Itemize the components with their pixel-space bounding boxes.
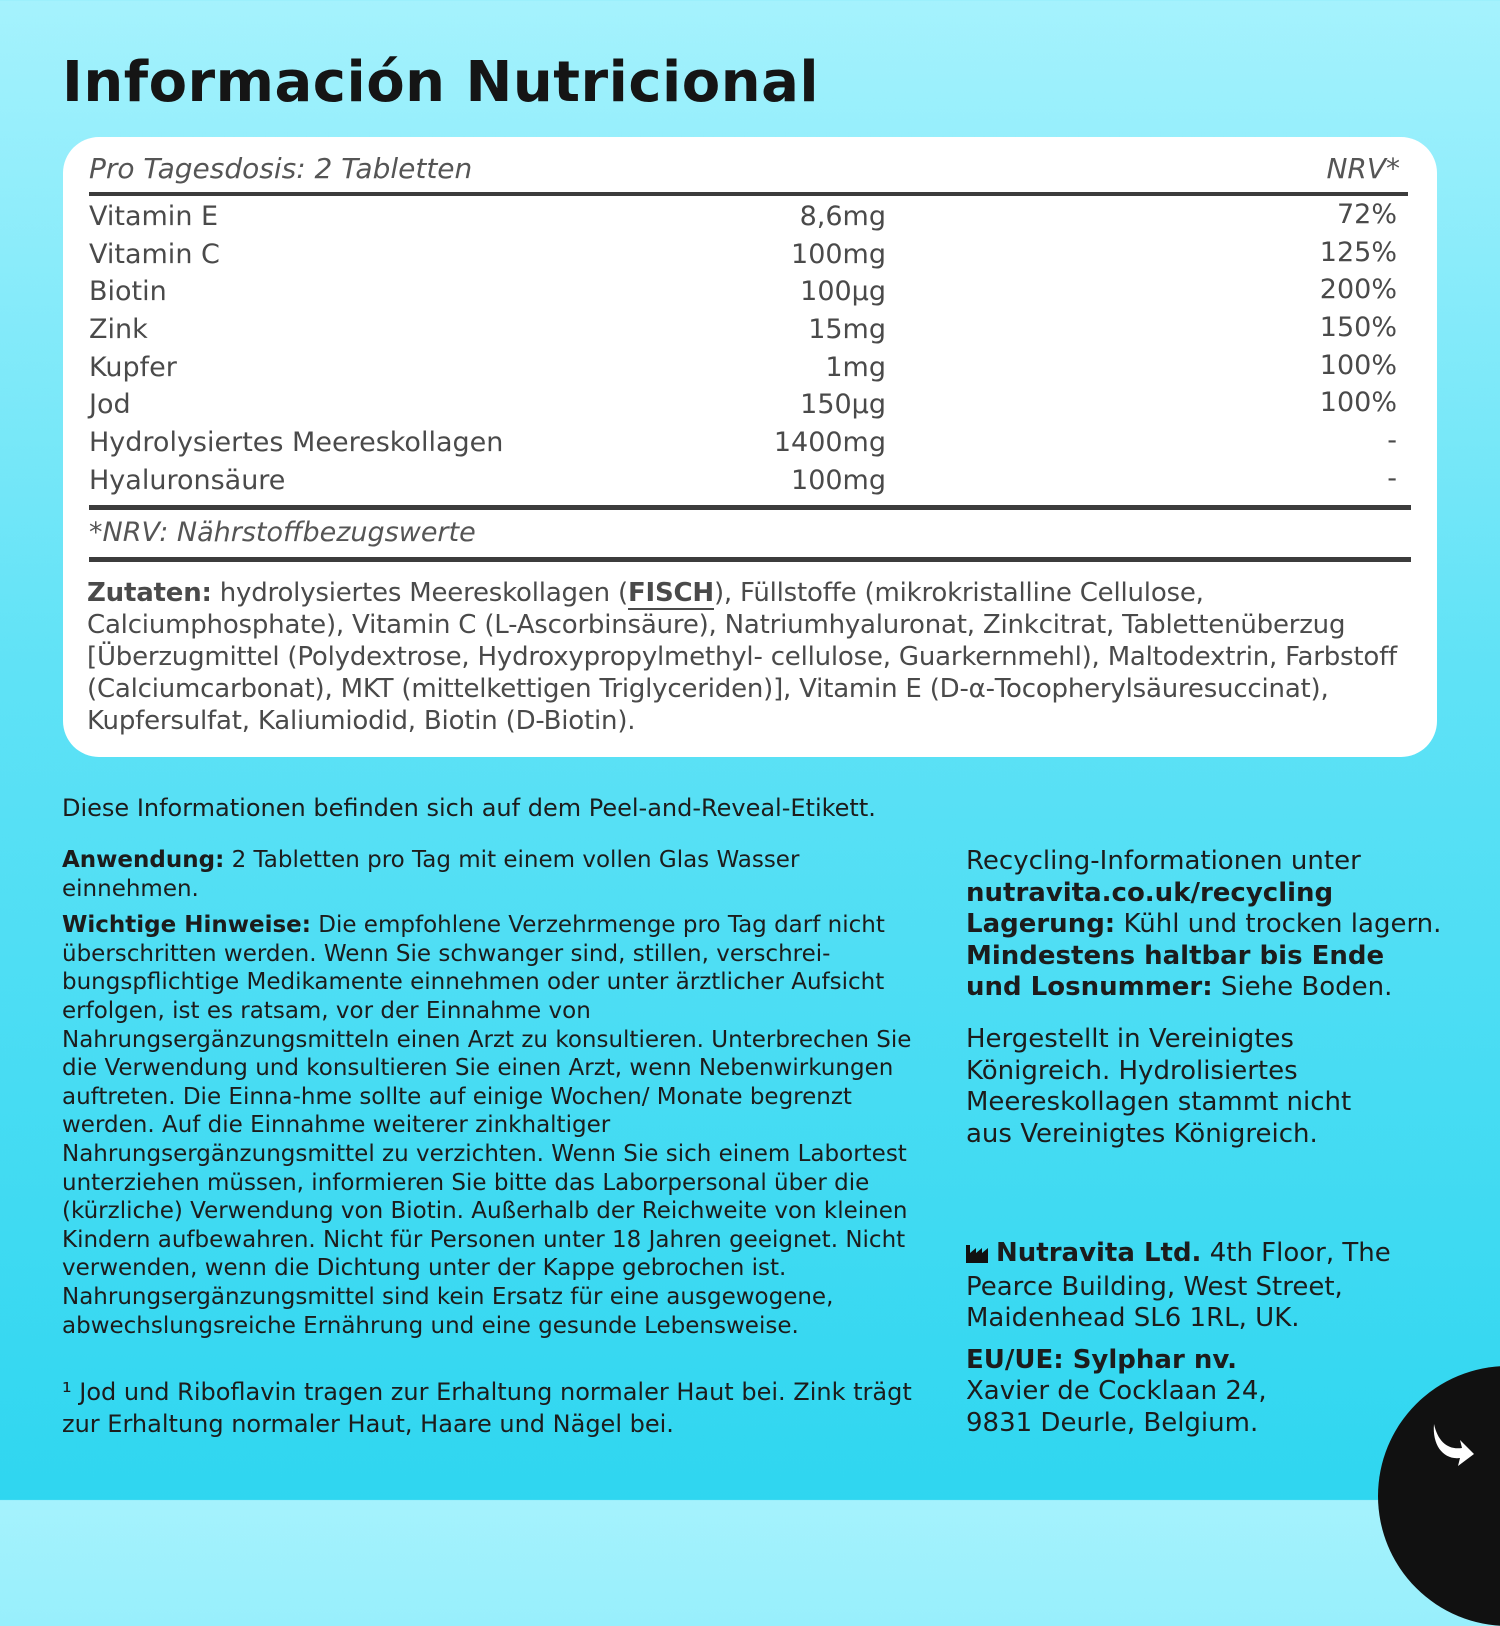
nutrient-name: Hyaluronsäure — [89, 464, 286, 496]
bestbefore-text: Siehe Boden. — [1212, 972, 1393, 1003]
nutrition-card — [63, 137, 1437, 757]
nutrient-amount: 150µg — [800, 389, 886, 421]
nutrient-nrv: 100% — [1319, 349, 1397, 381]
nutrient-amount: 1400mg — [773, 427, 886, 459]
allergen-highlight: FISCH — [627, 578, 714, 608]
nutrient-name: Vitamin C — [89, 238, 220, 270]
usage-paragraph — [62, 846, 922, 903]
table-row — [89, 237, 1408, 275]
nutrient-amount: 1mg — [825, 351, 886, 383]
ingredients-part: ), Füllstoffe (mikrokristalline Cellulose, Calciumphosphate), Vitamin C (L-Ascorbinsäure), Natriumhyaluronat, Zinkcitrat, Tablettenüberzug [Überzugmittel (Polydextrose, Hydroxypropylmethyl- cellulose, Guarkernmehl), Maltodextrin, Farbstoff (Calciumcarbonat), MKT (mittelkettigen Triglyceriden)], Vitamin E (D-α-Tocopherylsäuresuccinat), Kupfersulfat, Kaliumiodid, Biotin (D-Biotin). — [87, 578, 1397, 736]
nutrient-name: Vitamin E — [89, 201, 219, 232]
nrv-column-header: NRV* — [1326, 152, 1400, 185]
ingredients-divider — [89, 557, 1411, 562]
table-row — [89, 463, 1408, 501]
nutrient-name: Zink — [89, 314, 148, 346]
warnings-text: Die empfohlene Verzehrmenge pro Tag darf nicht überschritten werden. Wenn Sie schwanger sind, stillen, verschrei- bungspflichtige Medikamente einnehmen oder unter ärztlicher Aufsicht erfolgen, ist es ratsam, vor der Einnahme von Nahrungsergänzungsmitteln einen Arzt zu konsultieren. Unterbrechen Sie die Verwendung und konsultieren Sie einen Arzt, wenn Nebenwirkungen auftreten. Die Einna-hme sollte auf einige Wochen/ Monate begrenzt werden. Auf die Einnahme weiterer zinkhaltiger Nahrungsergänzungsmittel zu verzichten. Wenn Sie sich einem Labortest unterziehen müssen, informieren Sie bitte das Laborpersonal über die (kürzliche) Verwendung von Biotin. Außerhalb der Reichweite von kleinen Kindern aufbewahren. Nicht für Personen unter 18 Jahren geeignet. Nicht verwenden, wenn die Dichtung unter der Kappe gebrochen ist. Nahrungsergänzungsmittel sind kein Ersatz für eine ausgewogene, abwechslungsreiche Ernährung und eine gesunde Lebensweise. — [62, 912, 912, 1339]
table-row — [89, 425, 1408, 463]
origin-section — [966, 1024, 1386, 1150]
origin-text: Hergestellt in Vereinigtes Königreich. Hydrolisiertes Meereskollagen stammt nicht aus Vereinigtes Königreich. — [966, 1024, 1352, 1149]
table-row — [89, 350, 1408, 388]
eu-rep-address: Xavier de Cocklaan 24, 9831 Deurle, Belgium. — [966, 1376, 1267, 1438]
table-row — [89, 312, 1408, 350]
storage-paragraph — [966, 909, 1466, 941]
nutrient-nrv: 72% — [1336, 199, 1397, 230]
serving-label: Pro Tagesdosis: 2 Tabletten — [89, 152, 473, 185]
storage-label: Lagerung: — [966, 909, 1116, 940]
nutrient-name: Kupfer — [89, 351, 177, 383]
manufacturer-section — [966, 1238, 1426, 1440]
page-title: Información Nutricional — [62, 50, 820, 115]
nutrient-nrv: 150% — [1319, 312, 1397, 344]
recycling-text: Recycling-Informationen unter — [966, 846, 1361, 876]
nutrient-amount: 8,6mg — [799, 201, 886, 232]
manufacturer-paragraph — [966, 1238, 1426, 1335]
peel-arrow-icon — [1420, 1416, 1480, 1476]
factory-icon — [966, 1240, 990, 1272]
storage-section — [966, 846, 1466, 1004]
nutrient-amount: 100µg — [800, 276, 886, 308]
ingredients-part: hydrolysiertes Meereskollagen ( — [211, 578, 628, 608]
table-row — [89, 199, 1408, 237]
peel-note: Diese Informationen befinden sich auf dem Peel-and-Reveal-Etikett. — [62, 794, 876, 822]
recycling-link[interactable]: nutravita.co.uk/recycling — [966, 877, 1334, 908]
ingredients-label: Zutaten: — [87, 578, 212, 608]
table-row — [89, 387, 1408, 425]
footnote-1: ¹ Jod und Riboflavin tragen zur Erhaltung normaler Haut bei. Zink trägt zur Erhaltung normaler Haut, Haare und Nägel bei. — [62, 1378, 912, 1438]
nutrient-amount: 100mg — [791, 464, 886, 496]
nutrient-name: Biotin — [89, 276, 167, 308]
bestbefore-paragraph — [966, 941, 1436, 1004]
usage-text: 2 Tabletten pro Tag mit einem vollen Glas Wasser einnehmen. — [62, 847, 800, 902]
nutrient-nrv: - — [1387, 425, 1397, 457]
nutrient-nrv: 125% — [1319, 236, 1397, 268]
manufacturer-name: Nutravita Ltd. — [996, 1238, 1202, 1268]
nutrient-name: Jod — [89, 389, 131, 421]
eu-rep-paragraph — [966, 1345, 1326, 1440]
manufacturer-address: 4th Floor, The Pearce Building, West Street, Maidenhead SL6 1RL, UK. — [966, 1238, 1391, 1334]
eu-rep-label: EU/UE: Sylphar nv. — [966, 1344, 1238, 1375]
storage-text: Kühl und trocken lagern. — [1115, 909, 1442, 940]
nrv-footnote: *NRV: Nährstoffbezugswerte — [89, 517, 476, 548]
usage-label: Anwendung: — [62, 847, 225, 873]
table-header — [89, 150, 1408, 196]
nutrient-nrv: 100% — [1319, 387, 1397, 419]
nutrient-amount: 15mg — [808, 314, 886, 346]
bestbefore-label: Mindestens haltbar bis Ende und Losnummer: — [966, 940, 1385, 1003]
nutrient-table — [89, 199, 1408, 501]
warnings-paragraph — [62, 911, 922, 1340]
table-divider — [89, 505, 1411, 510]
ingredients-text — [87, 577, 1409, 737]
warnings-label: Wichtige Hinweise: — [62, 912, 311, 939]
usage-section — [62, 846, 922, 1340]
nutrient-nrv: - — [1387, 462, 1397, 494]
nutrient-nrv: 200% — [1319, 274, 1397, 306]
nutrient-name: Hydrolysiertes Meereskollagen — [89, 427, 504, 459]
nutrient-amount: 100mg — [791, 238, 886, 270]
table-row — [89, 274, 1408, 312]
